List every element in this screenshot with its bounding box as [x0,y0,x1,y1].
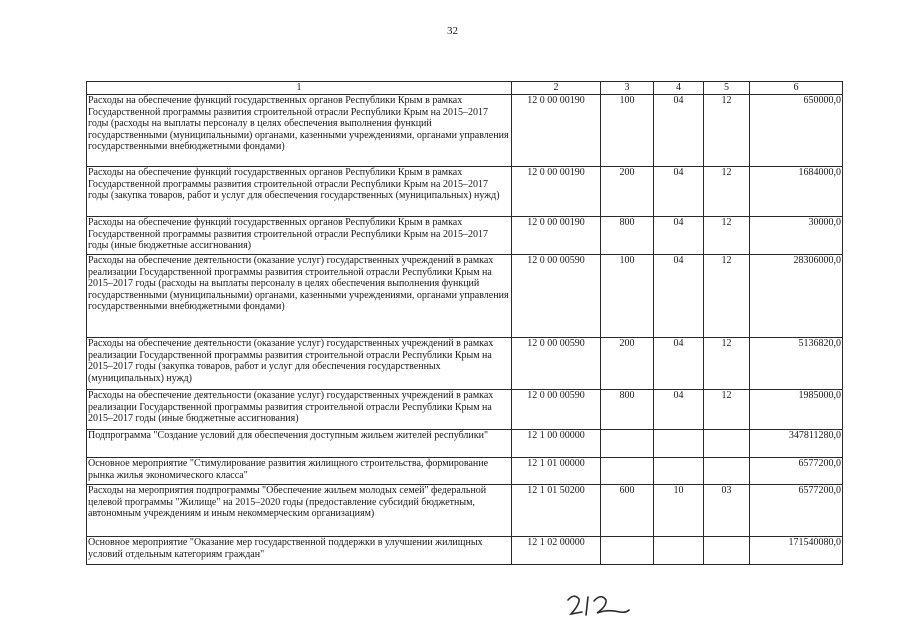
table-row [87,167,843,217]
table-row [87,458,843,485]
row-code: 12 0 00 00590 [512,390,601,430]
row-subsection: 12 [704,167,750,217]
row-code: 12 1 02 00000 [512,537,601,565]
row-expense-type: 100 [601,95,654,167]
row-description: Расходы на обеспечение деятельности (оказание услуг) государственных учреждений в рамках реализации Государственной программы развития строительной отрасли Республики Крым на 2015–2017 годы (закупка товаров, работ и услуг для обеспечения государственных (муниципальных) нужд) [87,338,512,390]
row-amount: 28306000,0 [750,255,843,338]
row-expense-type: 200 [601,167,654,217]
row-code: 12 1 00 00000 [512,430,601,458]
row-expense-type: 800 [601,217,654,255]
row-subsection: 03 [704,485,750,537]
row-subsection [704,430,750,458]
row-amount: 347811280,0 [750,430,843,458]
row-subsection [704,458,750,485]
handwritten-page-mark [562,592,632,618]
row-description: Расходы на обеспечение деятельности (оказание услуг) государственных учреждений в рамках реализации Государственной программы развития строительной отрасли Республики Крым на 2015–2017 годы (расходы на выплаты персоналу в целях обеспечения выполнения функций государственными (муниципальными) органами, казенными учреждениями, органами управления государственными внебюджетными фондами) [87,255,512,338]
row-section [654,430,704,458]
row-amount: 6577200,0 [750,458,843,485]
row-amount: 171540080,0 [750,537,843,565]
row-amount: 30000,0 [750,217,843,255]
column-header-subsection: 5 [704,82,750,95]
row-amount: 6577200,0 [750,485,843,537]
handwritten-mark-stroke-1 [568,596,582,614]
row-section: 04 [654,390,704,430]
row-code: 12 0 00 00190 [512,95,601,167]
column-header-amount: 6 [750,82,843,95]
page-number: 32 [447,25,458,37]
row-section [654,458,704,485]
table-row [87,95,843,167]
row-expense-type: 600 [601,485,654,537]
table-row [87,217,843,255]
row-code: 12 0 00 00190 [512,167,601,217]
row-subsection: 12 [704,95,750,167]
row-subsection: 12 [704,217,750,255]
row-section: 04 [654,217,704,255]
handwritten-mark-stroke-2 [586,597,588,615]
column-header-description: 1 [87,82,512,95]
row-section [654,537,704,565]
row-description: Подпрограмма "Создание условий для обеспечения доступным жильем жителей республики" [87,430,512,458]
row-expense-type [601,458,654,485]
table-row [87,338,843,390]
row-subsection [704,537,750,565]
row-subsection: 12 [704,255,750,338]
row-section: 10 [654,485,704,537]
row-section: 04 [654,95,704,167]
row-section: 04 [654,255,704,338]
table-row [87,255,843,338]
row-amount: 650000,0 [750,95,843,167]
row-code: 12 0 00 00190 [512,217,601,255]
row-expense-type: 100 [601,255,654,338]
row-code: 12 0 00 00590 [512,255,601,338]
row-expense-type: 200 [601,338,654,390]
row-description: Расходы на обеспечение функций государственных органов Республики Крым в рамках Государственной программы развития строительной отрасли Республики Крым на 2015–2017 годы (расходы на выплаты персоналу в целях обеспечения выполнения функций государственными (муниципальными) органами, казенными учреждениями, органами управления государственными внебюджетными фондами) [87,95,512,167]
row-expense-type: 800 [601,390,654,430]
row-section: 04 [654,167,704,217]
row-code: 12 1 01 00000 [512,458,601,485]
row-description: Расходы на обеспечение функций государственных органов Республики Крым в рамках Государственной программы развития строительной отрасли Республики Крым на 2015–2017 годы (иные бюджетные ассигнования) [87,217,512,255]
row-description: Расходы на обеспечение деятельности (оказание услуг) государственных учреждений в рамках реализации Государственной программы развития строительной отрасли Республики Крым на 2015–2017 годы (иные бюджетные ассигнования) [87,390,512,430]
table-row [87,537,843,565]
column-header-expense-type: 3 [601,82,654,95]
row-description: Расходы на мероприятия подпрограммы "Обеспечение жильем молодых семей" федеральной целевой программы "Жилище" на 2015–2020 годы (предоставление субсидий бюджетным, автономным учреждениям и иным некоммерческим организациям) [87,485,512,537]
row-section: 04 [654,338,704,390]
row-amount: 1684000,0 [750,167,843,217]
row-code: 12 1 01 50200 [512,485,601,537]
row-expense-type [601,430,654,458]
column-header-code: 2 [512,82,601,95]
row-description: Расходы на обеспечение функций государственных органов Республики Крым в рамках Государственной программы развития строительной отрасли Республики Крым на 2015–2017 годы (закупка товаров, работ и услуг для обеспечения государственных (муниципальных) нужд) [87,167,512,217]
table-row [87,390,843,430]
row-description: Основное мероприятие "Стимулирование развития жилищного строительства, формирование рынка жилья экономического класса" [87,458,512,485]
table-row [87,430,843,458]
handwritten-mark-stroke-3 [594,597,629,613]
budget-table [86,81,843,565]
row-amount: 5136820,0 [750,338,843,390]
row-expense-type [601,537,654,565]
table-row [87,485,843,537]
table-header-row [87,82,843,95]
row-subsection: 12 [704,390,750,430]
row-subsection: 12 [704,338,750,390]
column-header-section: 4 [654,82,704,95]
row-description: Основное мероприятие "Оказание мер государственной поддержки в улучшении жилищных условий отдельным категориям граждан" [87,537,512,565]
row-code: 12 0 00 00590 [512,338,601,390]
row-amount: 1985000,0 [750,390,843,430]
